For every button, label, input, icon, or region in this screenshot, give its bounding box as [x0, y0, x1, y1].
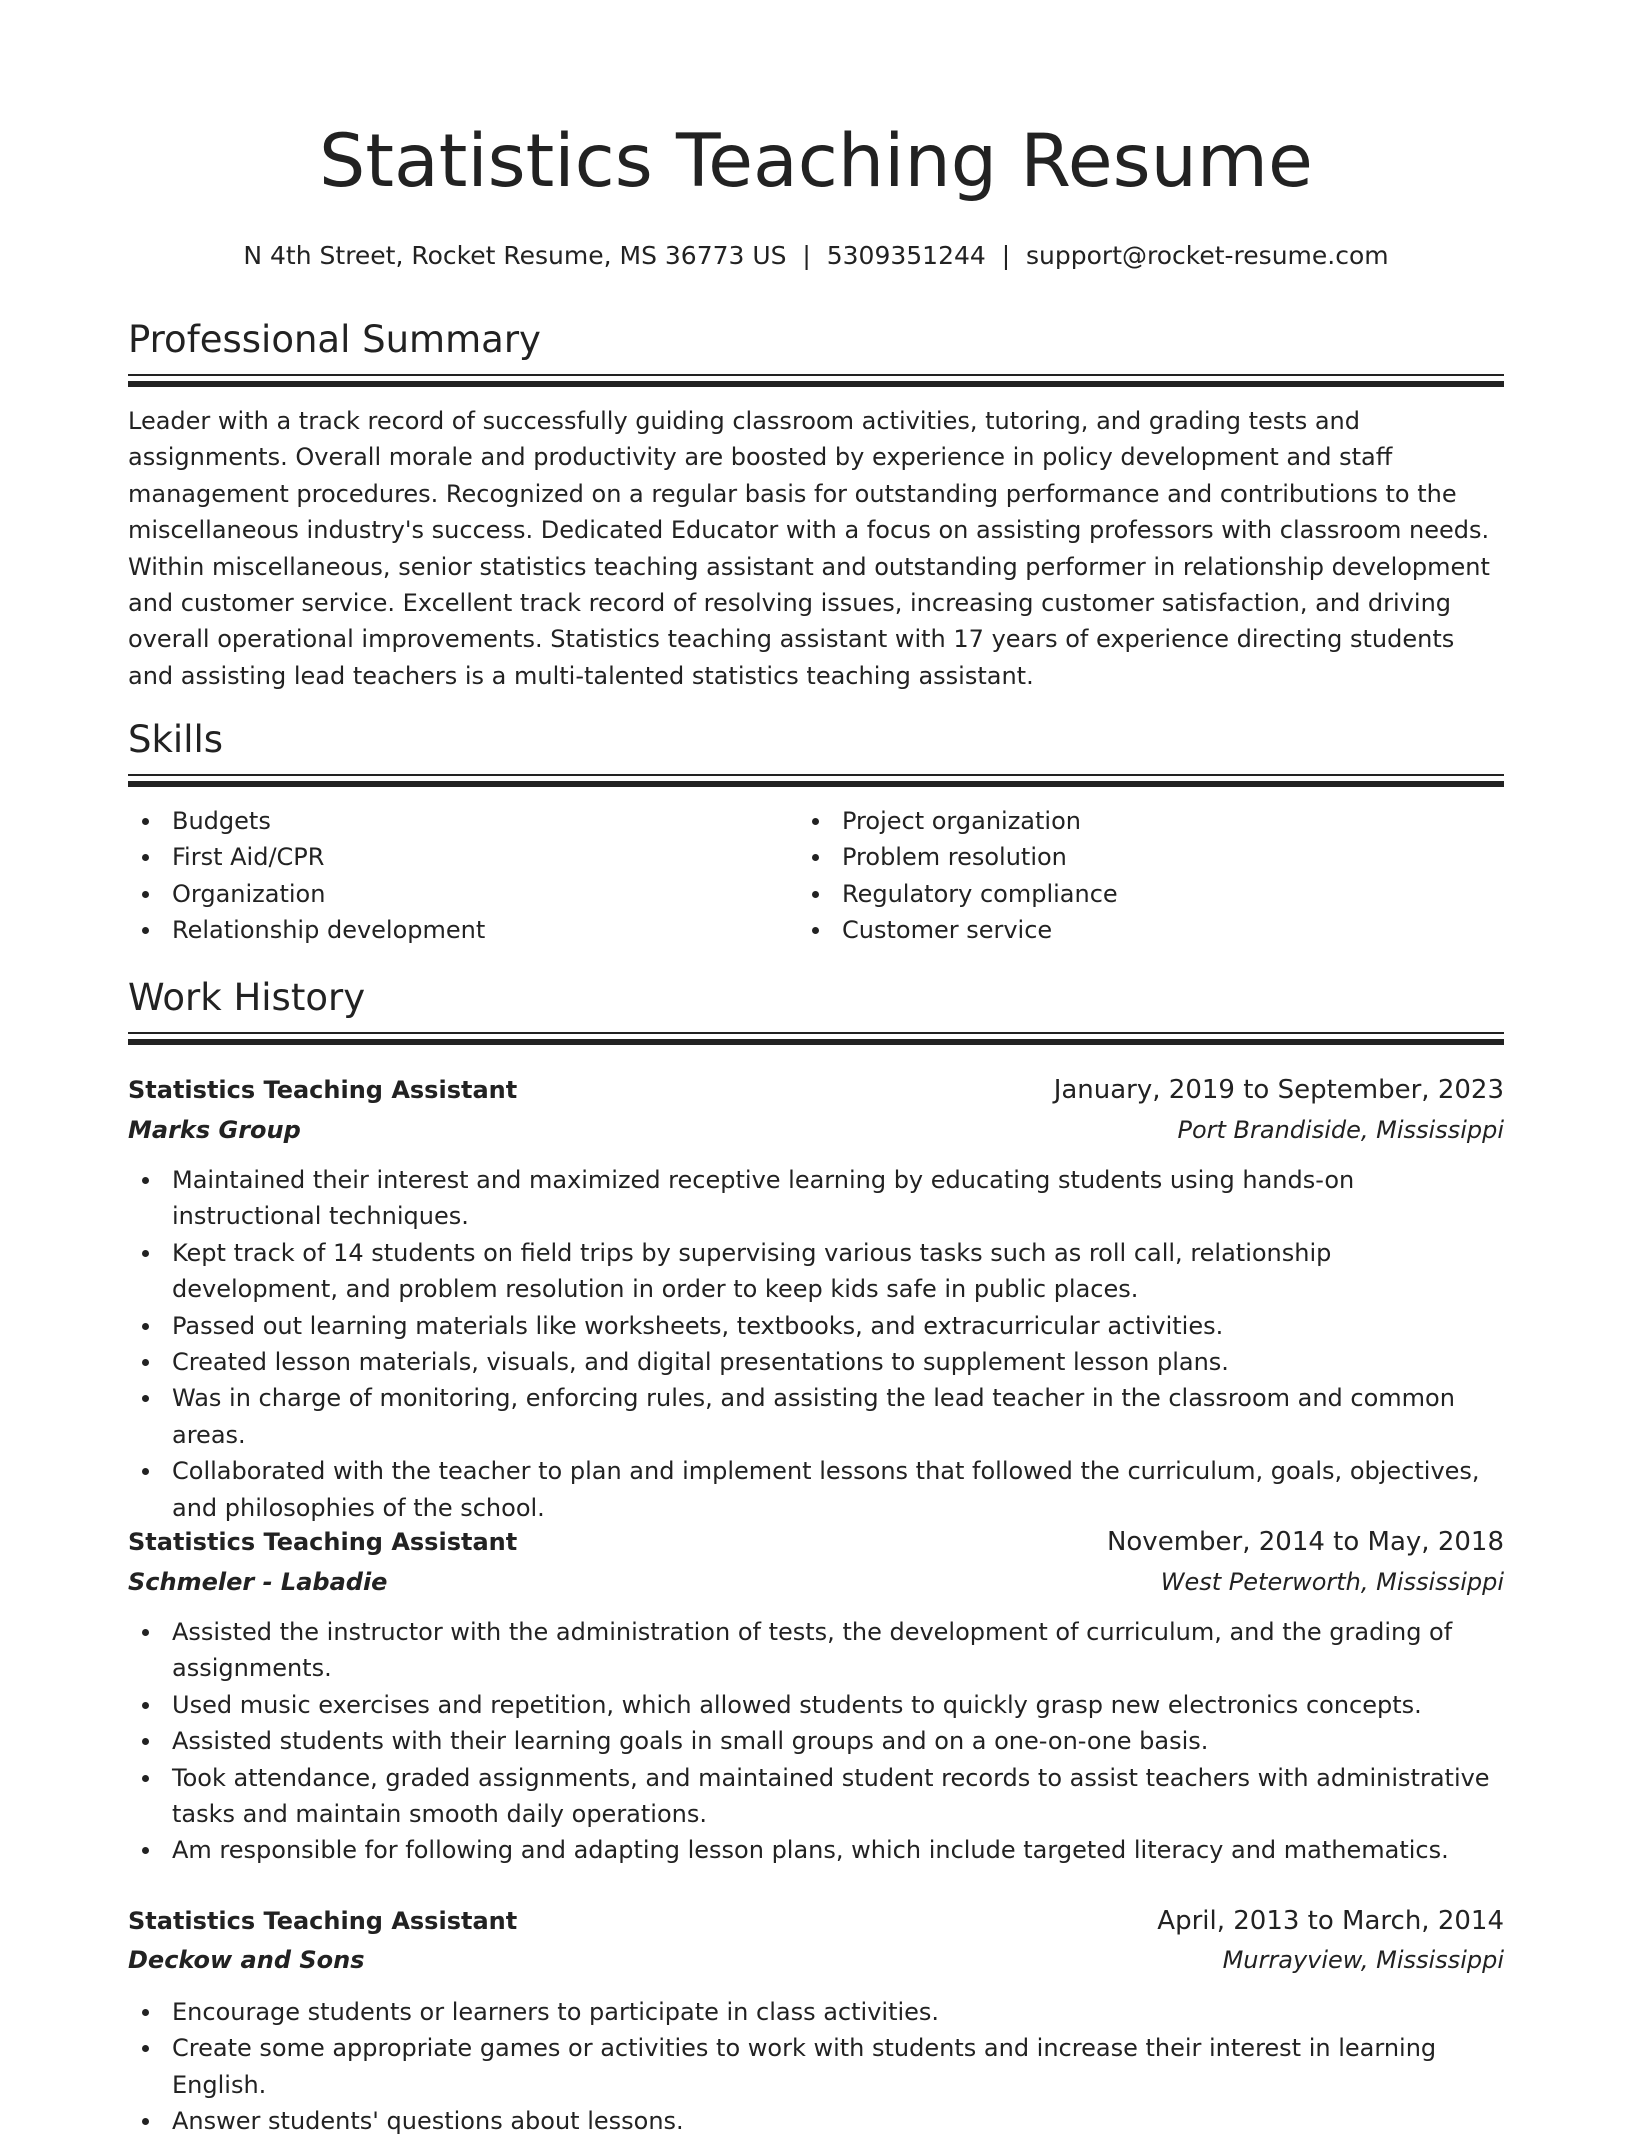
job-subheader: [128, 1562, 1504, 1602]
skill-item: First Aid/CPR: [128, 839, 798, 875]
job-company: Deckow and Sons: [128, 1946, 365, 1974]
job-subheader: [128, 1940, 1504, 1980]
job-duty: Answer students' questions about lessons.: [128, 2103, 1504, 2139]
section-title-summary: Professional Summary: [128, 318, 541, 361]
job-duties-list: [128, 1994, 1504, 2140]
job-duty: Kept track of 14 students on field trips by supervising various tasks such as roll call, relationship development, and problem resolution in order to keep kids safe in public places.: [128, 1235, 1504, 1308]
job-company: Marks Group: [128, 1116, 301, 1144]
job-header: [128, 1070, 1504, 1110]
skill-item: Problem resolution: [798, 839, 1504, 875]
job-duty: Am responsible for following and adapting lesson plans, which include targeted literacy and mathematics.: [128, 1832, 1504, 1868]
job-duties-list: [128, 1614, 1504, 1869]
section-divider: [128, 1032, 1504, 1045]
job-title: Statistics Teaching Assistant: [128, 1528, 518, 1556]
job-duty: Passed out learning materials like worksheets, textbooks, and extracurricular activities.: [128, 1308, 1504, 1344]
job-title: Statistics Teaching Assistant: [128, 1076, 518, 1104]
job-location: Port Brandiside, Mississippi: [1177, 1116, 1504, 1144]
summary-text: Leader with a track record of successfully guiding classroom activities, tutoring, and grading tests and assignments. Overall morale and productivity are boosted by experience in policy development and staff management procedures. Recognized on a regular basis for outstanding performance and contributions to the miscellaneous industry's success. Dedicated Educator with a focus on assisting professors with classroom needs. Within miscellaneous, senior statistics teaching assistant and outstanding performer in relationship development and customer service. Excellent track record of resolving issues, increasing customer satisfaction, and driving overall operational improvements. Statistics teaching assistant with 17 years of experience directing students and assisting lead teachers is a multi-talented statistics teaching assistant.: [128, 407, 1490, 690]
job-dates: January, 2019 to September, 2023: [1053, 1075, 1504, 1105]
skills-list-left: [128, 803, 798, 949]
resume-title: Statistics Teaching Resume: [319, 119, 1313, 204]
job-duty: Took attendance, graded assignments, and maintained student records to assist teachers with administrative tasks and maintain smooth daily operations.: [128, 1760, 1504, 1833]
section-title-skills: Skills: [128, 718, 224, 761]
skill-item: Project organization: [798, 803, 1504, 839]
job-duty: Collaborated with the teacher to plan and implement lessons that followed the curriculum, goals, objectives, and philosophies of the school.: [128, 1453, 1504, 1526]
job-location: Murrayview, Mississippi: [1222, 1946, 1504, 1974]
job-subheader: [128, 1110, 1504, 1150]
job-company: Schmeler - Labadie: [128, 1568, 388, 1596]
skill-item: Regulatory compliance: [798, 876, 1504, 912]
contact-line: N 4th Street, Rocket Resume, MS 36773 US | 5309351244 | support@rocket-resume.com: [243, 241, 1389, 270]
skills-list-right: [798, 803, 1504, 949]
section-divider: [128, 374, 1504, 387]
job-dates: April, 2013 to March, 2014: [1157, 1906, 1504, 1936]
skill-item: Relationship development: [128, 912, 798, 948]
job-duty: Create some appropriate games or activities to work with students and increase their interest in learning English.: [128, 2030, 1504, 2103]
job-duty: Was in charge of monitoring, enforcing rules, and assisting the lead teacher in the classroom and common areas.: [128, 1380, 1504, 1453]
job-dates: November, 2014 to May, 2018: [1106, 1527, 1504, 1557]
job-header: [128, 1901, 1504, 1941]
job-header: [128, 1522, 1504, 1562]
section-title-work-history: Work History: [128, 976, 366, 1019]
job-duty: Assisted the instructor with the administration of tests, the development of curriculum, and the grading of assignments.: [128, 1614, 1504, 1687]
job-duty: Assisted students with their learning goals in small groups and on a one-on-one basis.: [128, 1723, 1504, 1759]
job-title: Statistics Teaching Assistant: [128, 1907, 518, 1935]
job-duty: Maintained their interest and maximized receptive learning by educating students using hands-on instructional techniques.: [128, 1162, 1504, 1235]
job-duties-list: [128, 1162, 1504, 1526]
job-location: West Peterworth, Mississippi: [1160, 1568, 1504, 1596]
job-duty: Encourage students or learners to participate in class activities.: [128, 1994, 1504, 2030]
skill-item: Budgets: [128, 803, 798, 839]
skill-item: Customer service: [798, 912, 1504, 948]
section-divider: [128, 774, 1504, 787]
job-duty: Used music exercises and repetition, which allowed students to quickly grasp new electronics concepts.: [128, 1687, 1504, 1723]
skill-item: Organization: [128, 876, 798, 912]
resume-page: [128, 0, 1504, 2136]
job-duty: Created lesson materials, visuals, and digital presentations to supplement lesson plans.: [128, 1344, 1504, 1380]
